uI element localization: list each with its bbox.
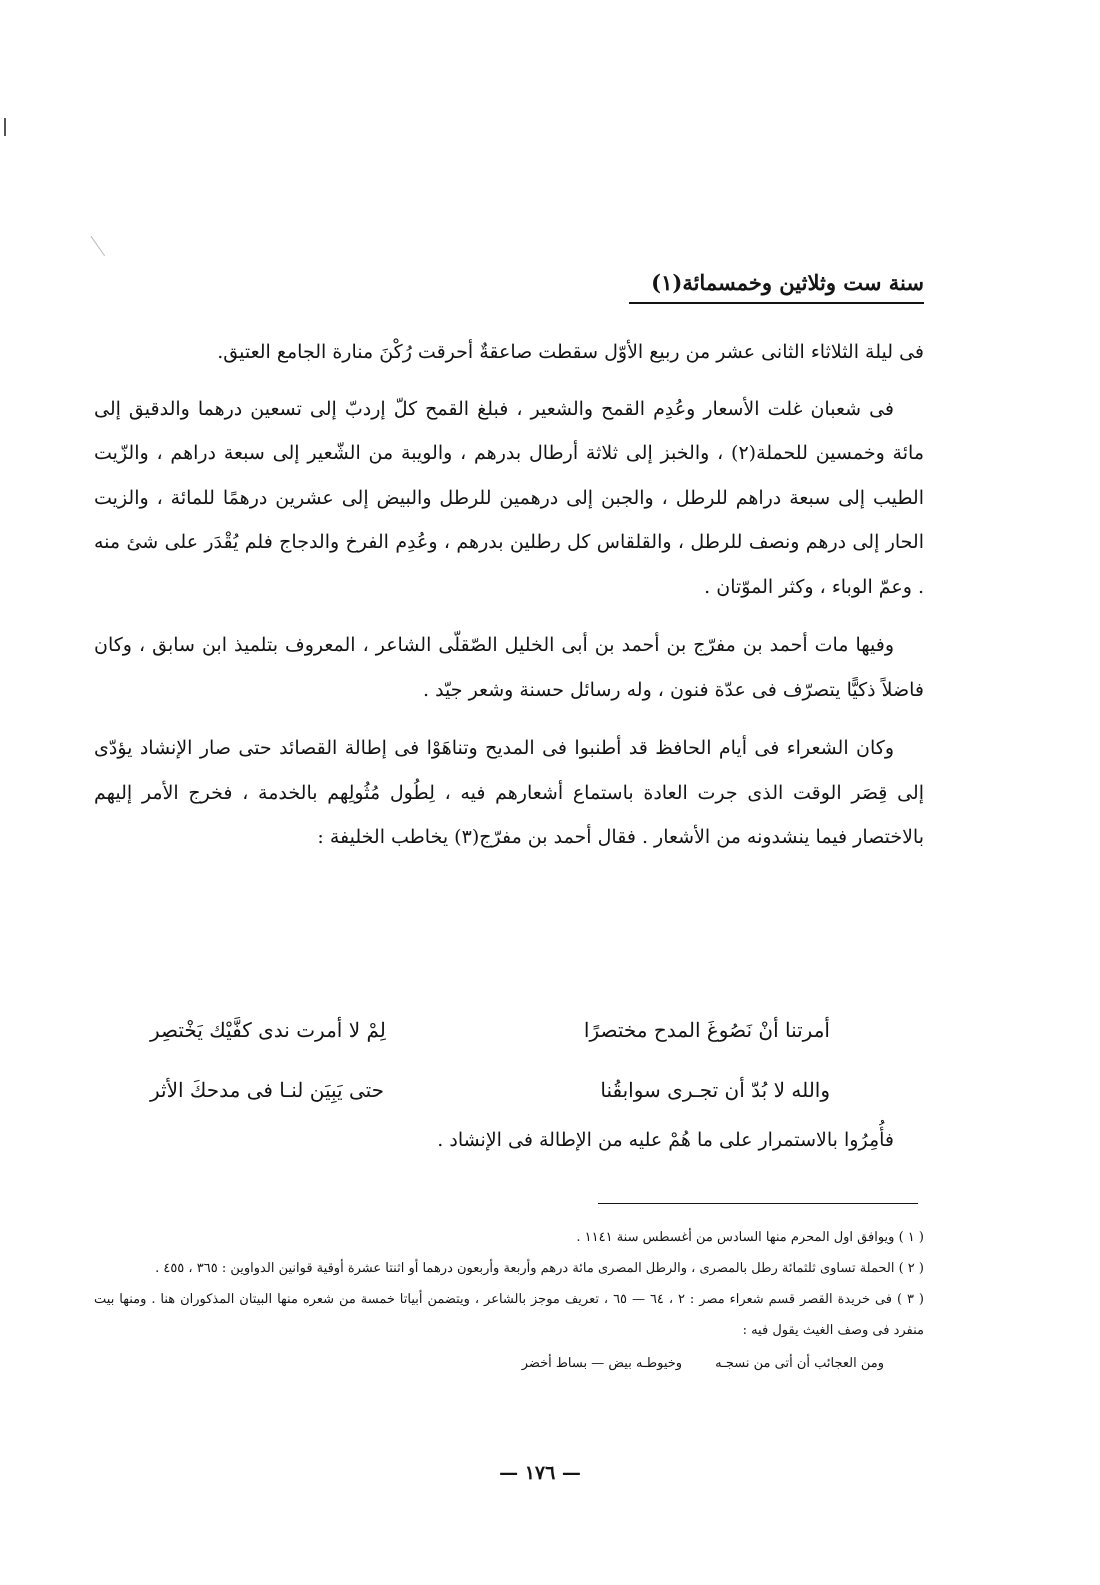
footnote-3: ( ٣ ) فى خريدة القصر قسم شعراء مصر : ٢ ، ٦٤ — ٦٥ ، تعريف موجز بالشاعر ، ويتضمن أبياتا خمسة من شعره منها البيتان المذكوران هنا . ومنها بيت منفرد فى وصف الغيث يقول فيه : xyxy=(94,1292,924,1338)
paragraph-4: وكان الشعراء فى أيام الحافظ قد أطنبوا فى المديح وتناهَوْا فى إطالة القصائد حتى صار الإنشاد يؤدّى إلى قِصَر الوقت الذى جرت العادة باستماع أشعارهم فيه ، لِطُول مُثُولِهم بالخدمة ، فخرج الأمر إليهم بالاختصار فيما ينشدونه من الأشعار . فقال أحمد بن مفرّج(٣) يخاطب الخليفة : xyxy=(94,737,924,848)
footnote-verse-first: ومن العجائب أن أتى من نسجـه xyxy=(715,1356,884,1371)
scan-speck xyxy=(4,118,6,136)
hemistich-first: والله لا بُدّ أن تجـرى سوابقُنا xyxy=(600,1078,830,1102)
section-heading: سنة ست وثلاثين وخمسمائة(١) xyxy=(651,270,924,295)
hemistich-second: حتى يَبِيَن لنـا فى مدحكَ الأثر xyxy=(150,1078,385,1102)
paragraph-3: وفيها مات أحمد بن مفرّج بن أحمد بن أبى الخليل الصّقلّى الشاعر ، المعروف بتلميذ ابن سابق ، وكان فاضلاً ذكيًّا يتصرّف فى عدّة فنون ، وله رسائل حسنة وشعر جيّد . xyxy=(94,634,924,701)
footnote-verse xyxy=(94,1348,924,1379)
footnotes xyxy=(94,1222,924,1379)
heading-underline xyxy=(629,302,924,304)
page-number: — ١٧٦ — xyxy=(499,1462,581,1484)
footnote-2: ( ٢ ) الحملة تساوى ثلثمائة رطل بالمصرى ، والرطل المصرى مائة درهم وأربعة وأربعون درهما أو اثنتا عشرة أوقية قوانين الدواوين : ٣٦٥ ، ٤٥٥ . xyxy=(155,1261,924,1276)
paragraph-1: فى ليلة الثلاثاء الثانى عشر من ربيع الأوّل سقطت صاعقةٌ أحرقت رُكْنَ منارة الجامع العتيق. xyxy=(217,341,924,363)
scan-mark xyxy=(90,228,116,256)
poem-verse-1 xyxy=(150,1000,830,1060)
body-text xyxy=(94,330,924,874)
hemistich-second: لِمْ لا أمرت ندى كفَّيْك يَخْتصِر xyxy=(150,1018,386,1042)
after-poem-line: فأُمِرُوا بالاستمرار على ما هُمْ عليه من الإطالة فى الإنشاد . xyxy=(437,1129,894,1151)
poem-verse-2 xyxy=(150,1060,830,1120)
footnote-1: ( ١ ) ويوافق اول المحرم منها السادس من أغسطس سنة ١١٤١ . xyxy=(576,1230,924,1245)
poem xyxy=(150,1000,830,1120)
footnote-verse-second: وخيوطـه بيض — بساط أخضر xyxy=(521,1356,683,1371)
hemistich-first: أمرتنا أنْ نَصُوغَ المدح مختصرًا xyxy=(583,1018,830,1042)
paragraph-2: فى شعبان غلت الأسعار وعُدِم القمح والشعير ، فبلغ القمح كلّ إردبّ إلى تسعين درهما والدقيق إلى مائة وخمسين للحملة(٢) ، والخبز إلى ثلاثة أرطال بدرهم ، والويبة من الشّعير إلى سبعة دراهم ، والزّيت الطيب إلى سبعة دراهم للرطل ، والجبن إلى درهمين للرطل والبيض إلى عشرين درهمًا للمائة ، والزيت الحار إلى درهم ونصف للرطل ، والقلقاس كل رطلين بدرهم ، وعُدِم الفرخ والدجاج فلم يُقْدَر على شئ منه . وعمّ الوباء ، وكثر الموّتان . xyxy=(94,397,925,598)
footnote-separator xyxy=(598,1203,918,1204)
